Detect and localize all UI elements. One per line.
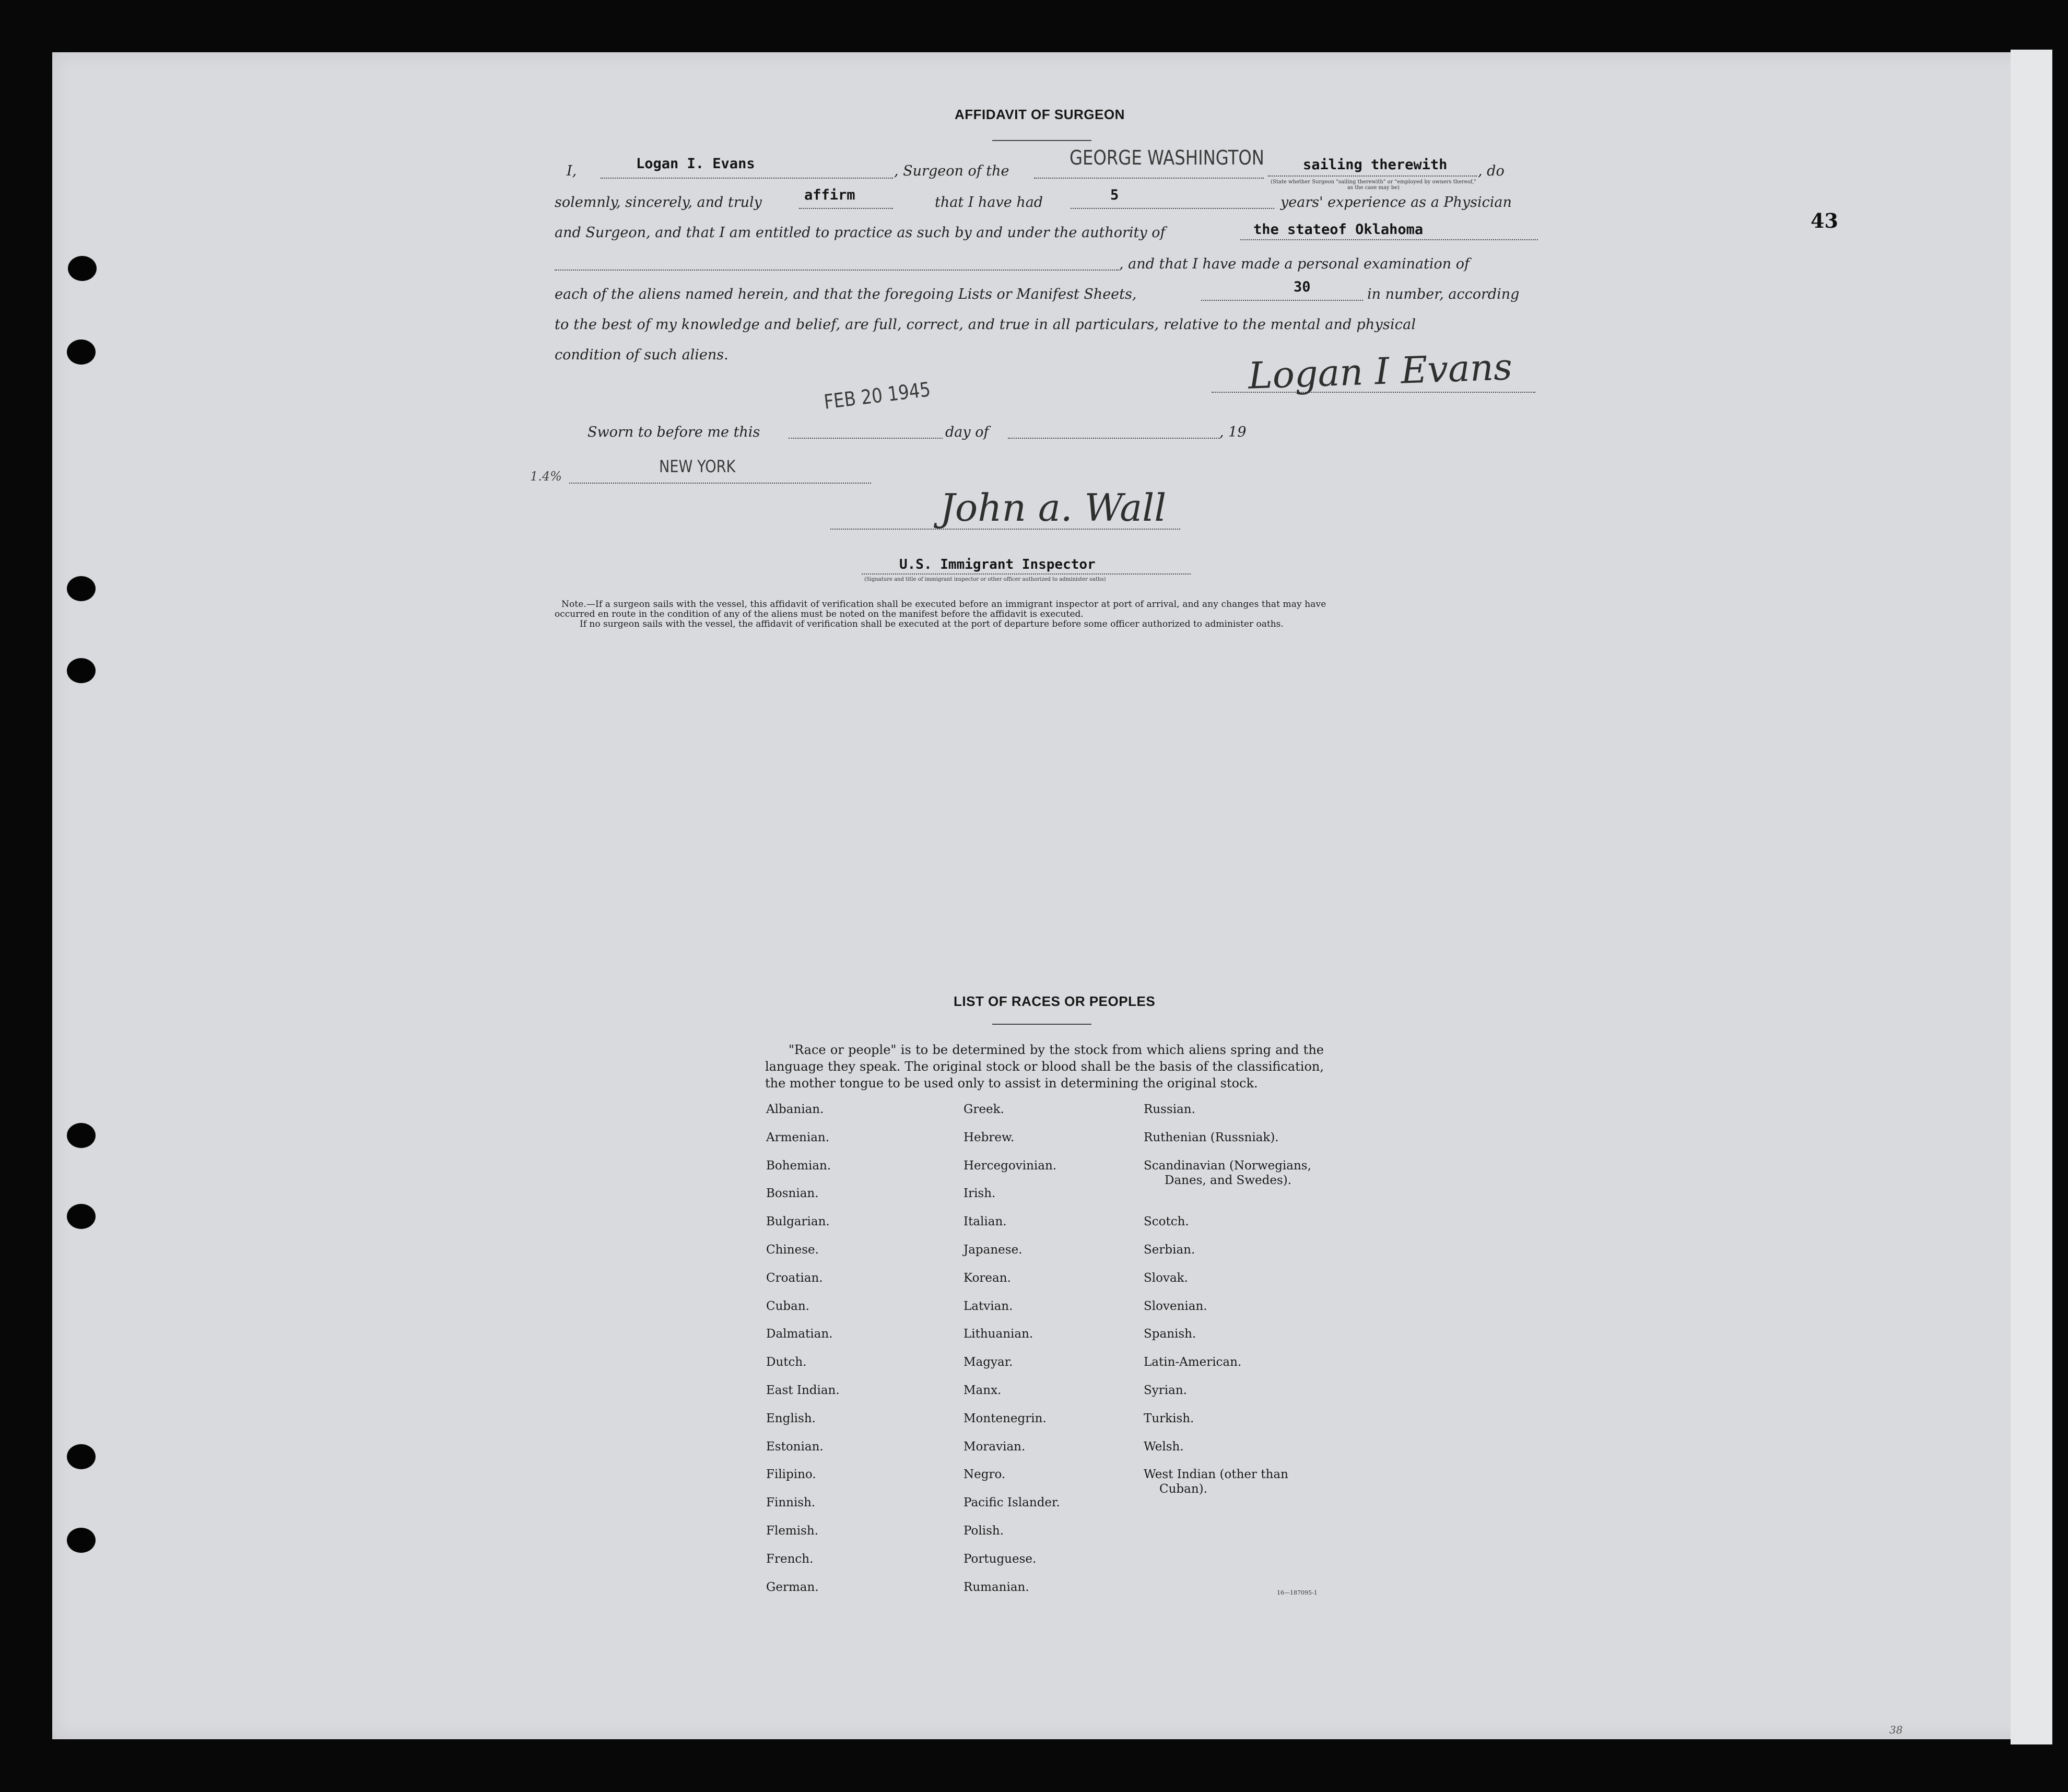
race-item: Dutch.: [766, 1355, 807, 1369]
ship-name-line: [1034, 178, 1264, 179]
race-item: Japanese.: [964, 1243, 1023, 1257]
affidavit-title: AFFIDAVIT OF SURGEON: [955, 107, 1125, 122]
race-item: Lithuanian.: [964, 1327, 1033, 1341]
text-do: , do: [1478, 163, 1505, 179]
races-title-rule: [992, 1024, 1091, 1025]
race-item: Estonian.: [766, 1439, 824, 1454]
text-each-of: each of the aliens named herein, and that the foregoing Lists or Manifest Sheets,: [555, 286, 1137, 302]
race-item: West Indian (other than: [1144, 1468, 1288, 1482]
race-item: Montenegrin.: [964, 1411, 1047, 1425]
race-item: Russian.: [1144, 1103, 1195, 1116]
note-line-1: Note.—If a surgeon sails with the vessel, this affidavit of verification shall be executed before an immigrant inspector at port of arrival, and any changes that may have: [561, 599, 1326, 610]
binder-hole: [67, 1204, 96, 1229]
binder-hole: [67, 1528, 96, 1553]
authority-continued-line: [555, 270, 1119, 271]
race-item: English.: [766, 1411, 816, 1425]
binder-hole: [67, 339, 96, 365]
race-item: Magyar.: [964, 1355, 1013, 1369]
authority: the stateof Oklahoma: [1253, 221, 1424, 238]
race-item: German.: [766, 1580, 819, 1594]
race-item: Turkish.: [1144, 1411, 1194, 1425]
text-condition: condition of such aliens.: [555, 347, 728, 363]
race-item: Bosnian.: [766, 1187, 819, 1201]
race-item: Flemish.: [766, 1524, 819, 1538]
race-item: Latin-American.: [1144, 1355, 1242, 1369]
surgeon-name: Logan I. Evans: [636, 156, 755, 172]
binder-hole: [67, 658, 96, 683]
oath-type-line: [799, 208, 893, 209]
text-i: I,: [567, 163, 577, 179]
sheets-count: 30: [1294, 279, 1311, 295]
race-item: Finnish.: [766, 1496, 816, 1510]
race-item: Greek.: [964, 1103, 1004, 1116]
binder-hole: [68, 256, 97, 281]
race-item: Latvian.: [964, 1299, 1013, 1313]
race-item: East Indian.: [766, 1383, 840, 1397]
races-title: LIST OF RACES OR PEOPLES: [954, 993, 1156, 1009]
race-item: Bohemian.: [766, 1158, 831, 1173]
inspector-caption: (Signature and title of immigrant inspector or other officer authorized to administer oaths): [864, 577, 1106, 582]
surgeon-signature: Logan I Evans: [1247, 345, 1513, 397]
place-line: [569, 483, 871, 484]
race-item: French.: [766, 1552, 814, 1566]
race-item: Scandinavian (Norwegians,: [1144, 1158, 1311, 1173]
page-edge: [2011, 50, 2052, 1744]
place-prefix: 1.4%: [530, 469, 562, 484]
text-and-surgeon: and Surgeon, and that I am entitled to practice as such by and under the authority of: [555, 225, 1166, 241]
races-column-2: [964, 1102, 1060, 1608]
race-item: Dalmatian.: [766, 1327, 833, 1341]
race-item: Portuguese.: [964, 1552, 1037, 1566]
sheets-count-line: [1201, 300, 1363, 301]
title-rule: [992, 140, 1091, 141]
place-stamp: NEW YORK: [659, 456, 736, 476]
inspector-signature: John a. Wall: [940, 486, 1167, 530]
binder-hole: [67, 576, 96, 601]
race-item: Polish.: [964, 1524, 1004, 1538]
race-item: Danes, and Swedes).: [1165, 1173, 1292, 1187]
race-item: Filipino.: [766, 1468, 816, 1482]
surgeon-name-line: [601, 178, 893, 179]
text-day-of: day of: [945, 424, 989, 440]
race-item: Serbian.: [1144, 1243, 1195, 1257]
race-item: Cuban.: [766, 1299, 809, 1313]
text-in-number: in number, according: [1367, 286, 1520, 302]
margin-mark: 38: [1889, 1724, 1903, 1736]
race-item: Syrian.: [1144, 1383, 1187, 1397]
page-number: 43: [1811, 209, 1838, 232]
form-number: 16—187095-1: [1277, 1589, 1318, 1596]
race-item: Croatian.: [766, 1271, 823, 1285]
binder-hole: [67, 1444, 96, 1469]
race-item: Albanian.: [766, 1103, 824, 1116]
race-item: Spanish.: [1144, 1327, 1196, 1341]
race-item: Negro.: [964, 1468, 1006, 1482]
text-surgeon-of: , Surgeon of the: [894, 163, 1009, 179]
text-years-experience: years' experience as a Physician: [1280, 194, 1512, 210]
race-item: Moravian.: [964, 1439, 1026, 1454]
note-line-3: If no surgeon sails with the vessel, the affidavit of verification shall be executed at the port of departure before some officer authorized to administer oaths.: [580, 619, 1284, 629]
sailing-note: (State whether Surgeon "sailing therewith" or "employed by owners thereof," as the case may be): [1271, 179, 1476, 191]
race-item: Pacific Islander.: [964, 1496, 1060, 1510]
text-solemnly: solemnly, sincerely, and truly: [555, 194, 762, 210]
oath-type: affirm: [804, 187, 855, 203]
sailing-status: sailing therewith: [1303, 157, 1448, 173]
sworn-date-line: [789, 438, 943, 439]
race-item: Armenian.: [766, 1130, 830, 1144]
race-item: Bulgarian.: [766, 1215, 830, 1229]
races-column-1: [766, 1102, 840, 1608]
sailing-status-line: [1268, 175, 1477, 177]
inspector-title: U.S. Immigrant Inspector: [899, 557, 1096, 572]
note-line-2: occurred en route in the condition of any of the aliens must be noted on the manifest before the affidavit is executed.: [555, 609, 1084, 619]
text-to-the-best: to the best of my knowledge and belief, are full, correct, and true in all particulars, relative to the mental and physical: [555, 317, 1416, 333]
race-item: Chinese.: [766, 1243, 819, 1257]
sworn-date-stamp: FEB 20 1945: [822, 378, 932, 414]
authority-line: [1240, 239, 1538, 240]
race-item: Hebrew.: [964, 1130, 1015, 1144]
month-line: [1008, 438, 1219, 439]
races-intro: "Race or people" is to be determined by the stock from which aliens spring and the language they speak. The original stock or blood shall be the basis of the classification, the mother tongue to be used only to assist in determining the original stock.: [765, 1043, 1324, 1091]
race-item: Irish.: [964, 1187, 996, 1201]
race-item: Slovak.: [1144, 1271, 1188, 1285]
race-item: Scotch.: [1144, 1215, 1189, 1229]
text-year-prefix: , 19: [1219, 424, 1247, 440]
race-item: Slovenian.: [1144, 1299, 1207, 1313]
binder-hole: [67, 1123, 96, 1148]
text-sworn: Sworn to before me this: [588, 424, 760, 440]
ship-name-stamp: GEORGE WASHINGTON: [1070, 146, 1264, 169]
race-item: Hercegovinian.: [964, 1158, 1057, 1173]
race-item: Cuban).: [1159, 1482, 1207, 1496]
race-item: Manx.: [964, 1383, 1002, 1397]
inspector-title-line: [862, 573, 1191, 575]
years-line: [1071, 208, 1274, 209]
race-item: Korean.: [964, 1271, 1011, 1285]
race-item: Ruthenian (Russniak).: [1144, 1130, 1279, 1144]
text-and-that: , and that I have made a personal examination of: [1119, 256, 1470, 272]
race-item: Rumanian.: [964, 1580, 1029, 1594]
races-column-3: [1144, 1102, 1311, 1496]
race-item: Italian.: [964, 1215, 1007, 1229]
text-i-have-had: that I have had: [935, 194, 1043, 210]
years: 5: [1110, 187, 1119, 203]
race-item: Welsh.: [1144, 1439, 1184, 1454]
inspector-signature-line: [830, 529, 1180, 530]
